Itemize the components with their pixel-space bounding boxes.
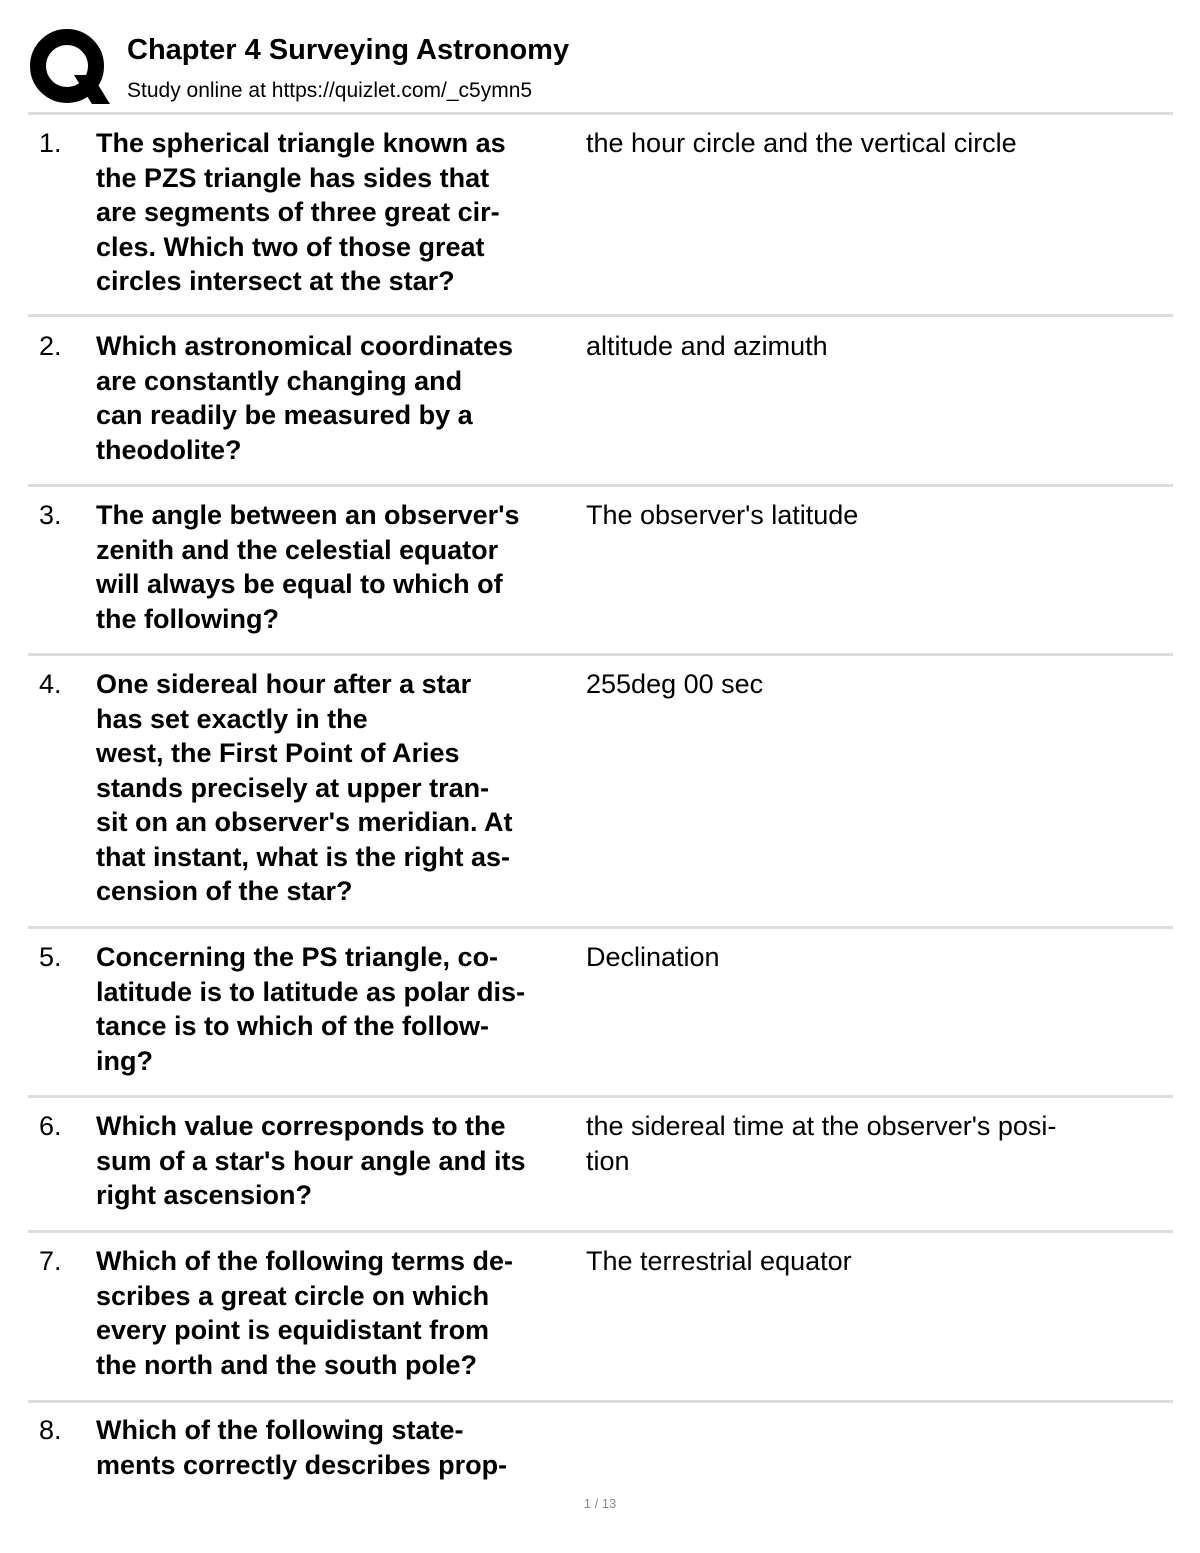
question-line: latitude is to latitude as polar dis- — [96, 976, 526, 1007]
card-answer — [586, 498, 1156, 533]
question-line: the north and the south pole? — [96, 1349, 477, 1380]
question-line: will always be equal to which of — [96, 569, 503, 599]
question-line: sum of a star's hour angle and its — [96, 1145, 526, 1176]
card-number: 5. — [39, 942, 62, 972]
question-line: right ascension? — [96, 1180, 313, 1210]
quizlet-q-logo-icon — [30, 28, 110, 108]
question-line: sit on an observer's meridian. At — [96, 807, 513, 837]
divider — [28, 314, 1173, 317]
question-line: the PZS triangle has sides that — [96, 162, 490, 193]
divider — [28, 1095, 1173, 1098]
page-indicator: 1 / 13 — [583, 1496, 617, 1511]
answer-line: 255deg 00 sec — [586, 669, 764, 699]
question-line: Which astronomical coordinates — [96, 331, 514, 361]
card-question — [96, 667, 586, 909]
card-number: 2. — [39, 331, 62, 361]
card-number: 1. — [39, 128, 62, 158]
question-line: ments correctly describes prop- — [96, 1449, 508, 1480]
card-question — [96, 126, 586, 299]
question-line: Which of the following state- — [96, 1415, 464, 1445]
question-line: the following? — [96, 603, 279, 634]
card-question — [96, 1244, 586, 1382]
question-line: stands precisely at upper tran- — [96, 772, 490, 803]
question-line: The angle between an observer's — [96, 500, 520, 530]
question-line: theodolite? — [96, 434, 242, 465]
question-line: are constantly changing and — [96, 365, 463, 396]
page-title: Chapter 4 Surveying Astronomy — [127, 34, 570, 66]
page-header — [0, 0, 1200, 112]
question-line: can readily be measured by a — [96, 400, 473, 430]
question-line: every point is equidistant from — [96, 1315, 490, 1345]
card-answer — [586, 126, 1156, 161]
card-answer — [586, 329, 1156, 364]
answer-line: Declination — [586, 942, 720, 972]
card-question — [96, 498, 586, 636]
answer-line: The observer's latitude — [586, 500, 859, 530]
divider — [28, 926, 1173, 929]
answer-line: tion — [586, 1145, 630, 1176]
question-line: are segments of three great cir- — [96, 197, 500, 227]
question-line: has set exactly in the — [96, 703, 368, 734]
question-line: circles intersect at the star? — [96, 266, 455, 296]
question-line: zenith and the celestial equator — [96, 534, 499, 565]
card-question — [96, 329, 586, 467]
card-question — [96, 1413, 586, 1482]
question-line: scribes a great circle on which — [96, 1280, 490, 1311]
divider — [28, 112, 1173, 115]
study-link-text: Study online at https://quizlet.com/_c5ymn5 — [127, 79, 533, 102]
card-number: 3. — [39, 500, 62, 530]
question-line: ing? — [96, 1045, 153, 1076]
card-answer — [586, 667, 1156, 702]
question-line: cension of the star? — [96, 876, 353, 906]
answer-line: the hour circle and the vertical circle — [586, 128, 1017, 158]
answer-line: the sidereal time at the observer's posi- — [586, 1111, 1057, 1141]
answer-line: The terrestrial equator — [586, 1246, 852, 1276]
card-number: 8. — [39, 1415, 62, 1445]
answer-line: altitude and azimuth — [586, 331, 828, 361]
question-line: One sidereal hour after a star — [96, 669, 472, 699]
question-line: cles. Which two of those great — [96, 231, 485, 262]
divider — [28, 484, 1173, 487]
card-question — [96, 1109, 586, 1213]
question-line: Which value corresponds to the — [96, 1111, 506, 1141]
card-answer — [586, 1244, 1156, 1279]
card-question — [96, 940, 586, 1078]
question-line: west, the First Point of Aries — [96, 738, 460, 768]
question-line: Which of the following terms de- — [96, 1246, 513, 1276]
card-number: 6. — [39, 1111, 62, 1141]
card-answer — [586, 940, 1156, 975]
divider — [28, 1230, 1173, 1233]
card-number: 7. — [39, 1246, 62, 1276]
question-line: Concerning the PS triangle, co- — [96, 942, 499, 972]
divider — [28, 653, 1173, 656]
card-number: 4. — [39, 669, 62, 699]
card-answer — [586, 1109, 1156, 1178]
question-line: The spherical triangle known as — [96, 128, 506, 158]
divider — [28, 1400, 1173, 1403]
question-line: tance is to which of the follow- — [96, 1011, 490, 1041]
question-line: that instant, what is the right as- — [96, 841, 511, 872]
